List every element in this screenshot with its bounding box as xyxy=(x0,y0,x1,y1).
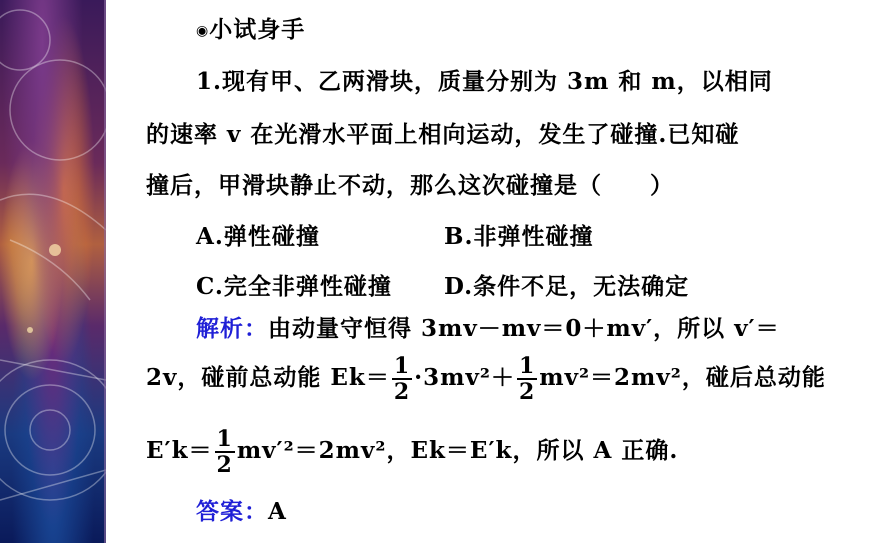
fraction-half: $\frac{1}{2}$ xyxy=(518,353,536,405)
answer-value: A xyxy=(268,498,287,525)
option-a: A.弹性碰撞 xyxy=(196,223,320,250)
question-line-3: 撞后，甲滑块静止不动，那么这次碰撞是（ ） xyxy=(146,172,674,199)
bullet-icon: ◉ xyxy=(196,23,210,39)
analysis-line-1 xyxy=(196,310,780,343)
analysis-line-3 xyxy=(146,428,678,476)
option-b: B.非弹性碰撞 xyxy=(444,223,594,250)
question-line-2: 的速率 v 在光滑水平面上相向运动，发生了碰撞.已知碰 xyxy=(146,121,740,148)
fraction-half: $\frac{1}{2}$ xyxy=(393,353,411,405)
option-d: D.条件不足，无法确定 xyxy=(444,273,690,300)
analysis-text-2b: ·3mv²＋ xyxy=(414,364,515,391)
section-title: 小试身手 xyxy=(209,16,306,43)
analysis-label: 解析： xyxy=(196,315,268,342)
analysis-text-1: 由动量守恒得 3mv－mv＝0＋mv′，所以 v′＝ xyxy=(268,315,780,342)
section-heading xyxy=(196,11,305,44)
analysis-text-3b: mv′²＝2mv²，Ek＝E′k，所以 A 正确. xyxy=(236,437,679,464)
answer-label: 答案： xyxy=(196,498,268,525)
answer-line xyxy=(196,493,287,526)
analysis-text-2a: 2v，碰前总动能 Ek＝ xyxy=(146,364,390,391)
fraction-half: $\frac{1}{2}$ xyxy=(216,426,233,478)
analysis-line-2 xyxy=(146,355,826,403)
option-c: C.完全非弹性碰撞 xyxy=(196,273,392,300)
question-line-1: 1.现有甲、乙两滑块，质量分别为 3m 和 m，以相同 xyxy=(196,68,773,95)
analysis-text-3a: E′k＝ xyxy=(146,437,213,464)
analysis-text-2c: mv²＝2mv²，碰后总动能 xyxy=(539,364,826,391)
